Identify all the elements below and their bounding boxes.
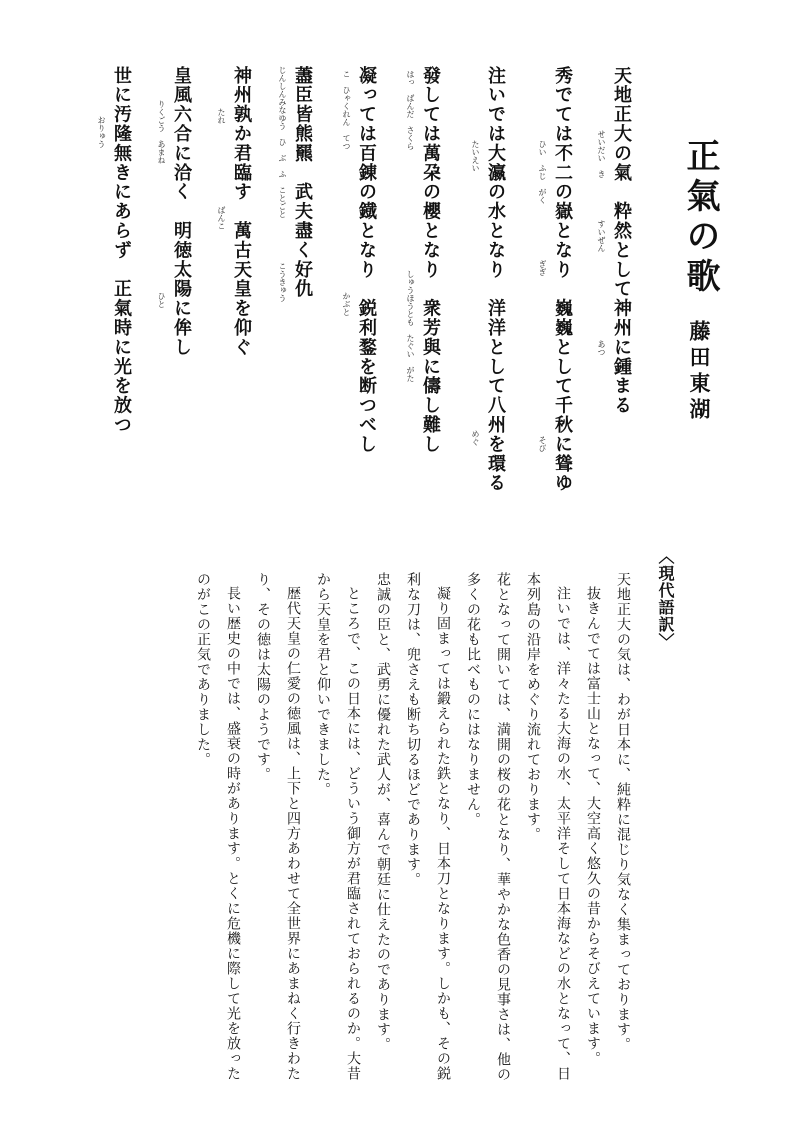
poem-line-9: 世に汚隆無きにあらず 正氣時に光を放つ: [111, 66, 132, 435]
ruby-7a: たれ: [217, 108, 226, 124]
translation-paragraph: 長い歴史の中では、盛衰の時があります。とくに危機に際して光を放ったのがこの正気でありました。: [195, 572, 241, 1081]
poem-line-4: 發しては萬朶の櫻となり 衆芳與に儔し難し: [420, 66, 441, 454]
translation-paragraph: 注いでは、洋々たる大海の水、太平洋そして日本海などの水となって、日本列島の沿岸をめぐり流れております。: [525, 572, 571, 1081]
poem-line-2: 秀でては不二の嶽となり 巍巍として千秋に聳ゆ: [552, 66, 573, 493]
ruby-1c: あつ: [597, 340, 606, 356]
ruby-8a: りくごう あまね: [157, 100, 166, 164]
poem-title: 正氣の歌: [680, 138, 720, 298]
poem-author: 藤田東湖: [687, 320, 712, 424]
ruby-7b: ばんこ: [217, 206, 226, 230]
ruby-2b: ぎぎ: [538, 260, 547, 276]
translation-paragraph: 天地正大の気は、わが日本に、純粋に混じり気なく集まっております。: [615, 572, 631, 1052]
poem-line-3: 注いでは大瀛の水となり 洋洋として八州を環る: [485, 66, 506, 493]
ruby-4a: はっ ばんだ さくら: [406, 70, 415, 150]
ruby-5a: こ ひゃくれん てつ: [342, 70, 351, 150]
translation-paragraph: 抜きんでては富士山となって、大空高く悠久の昔からそびえています。: [585, 586, 601, 1066]
poem-line-8: 皇風六合に洽く 明徳太陽に侔し: [171, 66, 192, 357]
ruby-2c: そび: [538, 436, 547, 452]
ruby-5b: かぶと: [342, 292, 351, 316]
poem-line-1: 天地正大の氣 粋然として神州に鍾まる: [611, 66, 632, 416]
ruby-8b: ひと: [157, 292, 166, 308]
ruby-1b: すいぜん: [597, 220, 606, 252]
translation-paragraph: 凝り固まっては鍛えられた鉄となり、日本刀となります。しかも、その鋭利な刀は、兜さえも断ち切るほどであります。: [405, 572, 451, 1081]
translation-paragraph: 忠誠の臣と、武勇に優れた武人が、喜んで朝廷に仕えたのであります。: [375, 572, 391, 1052]
translation-body: [88, 572, 638, 1082]
ruby-6b: こうきゅう: [278, 262, 287, 302]
ruby-4b: しゅうほうとも たぐい がた: [406, 270, 415, 382]
ruby-3b: めぐ: [471, 430, 480, 446]
ruby-1a: せいだい き: [597, 130, 606, 178]
translation-paragraph: ところで、この日本には、どういう御方が君臨されておられるのか。大昔から天皇を君と仰いできました。: [315, 572, 361, 1081]
translation-paragraph: 花となって開いては、満開の桜の花となり、華やかな色香の見事さは、他の多くの花も比べものにはなりません。: [465, 572, 511, 1082]
translation-heading: 〈現代語訳〉: [656, 548, 675, 650]
ruby-6a: じんしんみなゆう ひ ぶ ふ ことごと: [278, 66, 287, 218]
poem-line-5: 凝っては百錬の鐡となり 鋭利鍪を断つべし: [356, 66, 377, 454]
poem-line-7: 神州孰か君臨す 萬古天皇を仰ぐ: [231, 66, 252, 357]
translation-paragraph: 歴代天皇の仁愛の徳風は、上下と四方あわせて全世界にあまねく行きわたり、その徳は太陽のようです。: [255, 572, 301, 1081]
ruby-3a: たいえい: [471, 140, 480, 172]
ruby-9a: おりゅう: [97, 116, 106, 148]
ruby-2a: ひい ふじ がく: [538, 140, 547, 204]
poem-line-6: 藎臣皆熊羆 武夫盡く好仇: [292, 66, 313, 299]
